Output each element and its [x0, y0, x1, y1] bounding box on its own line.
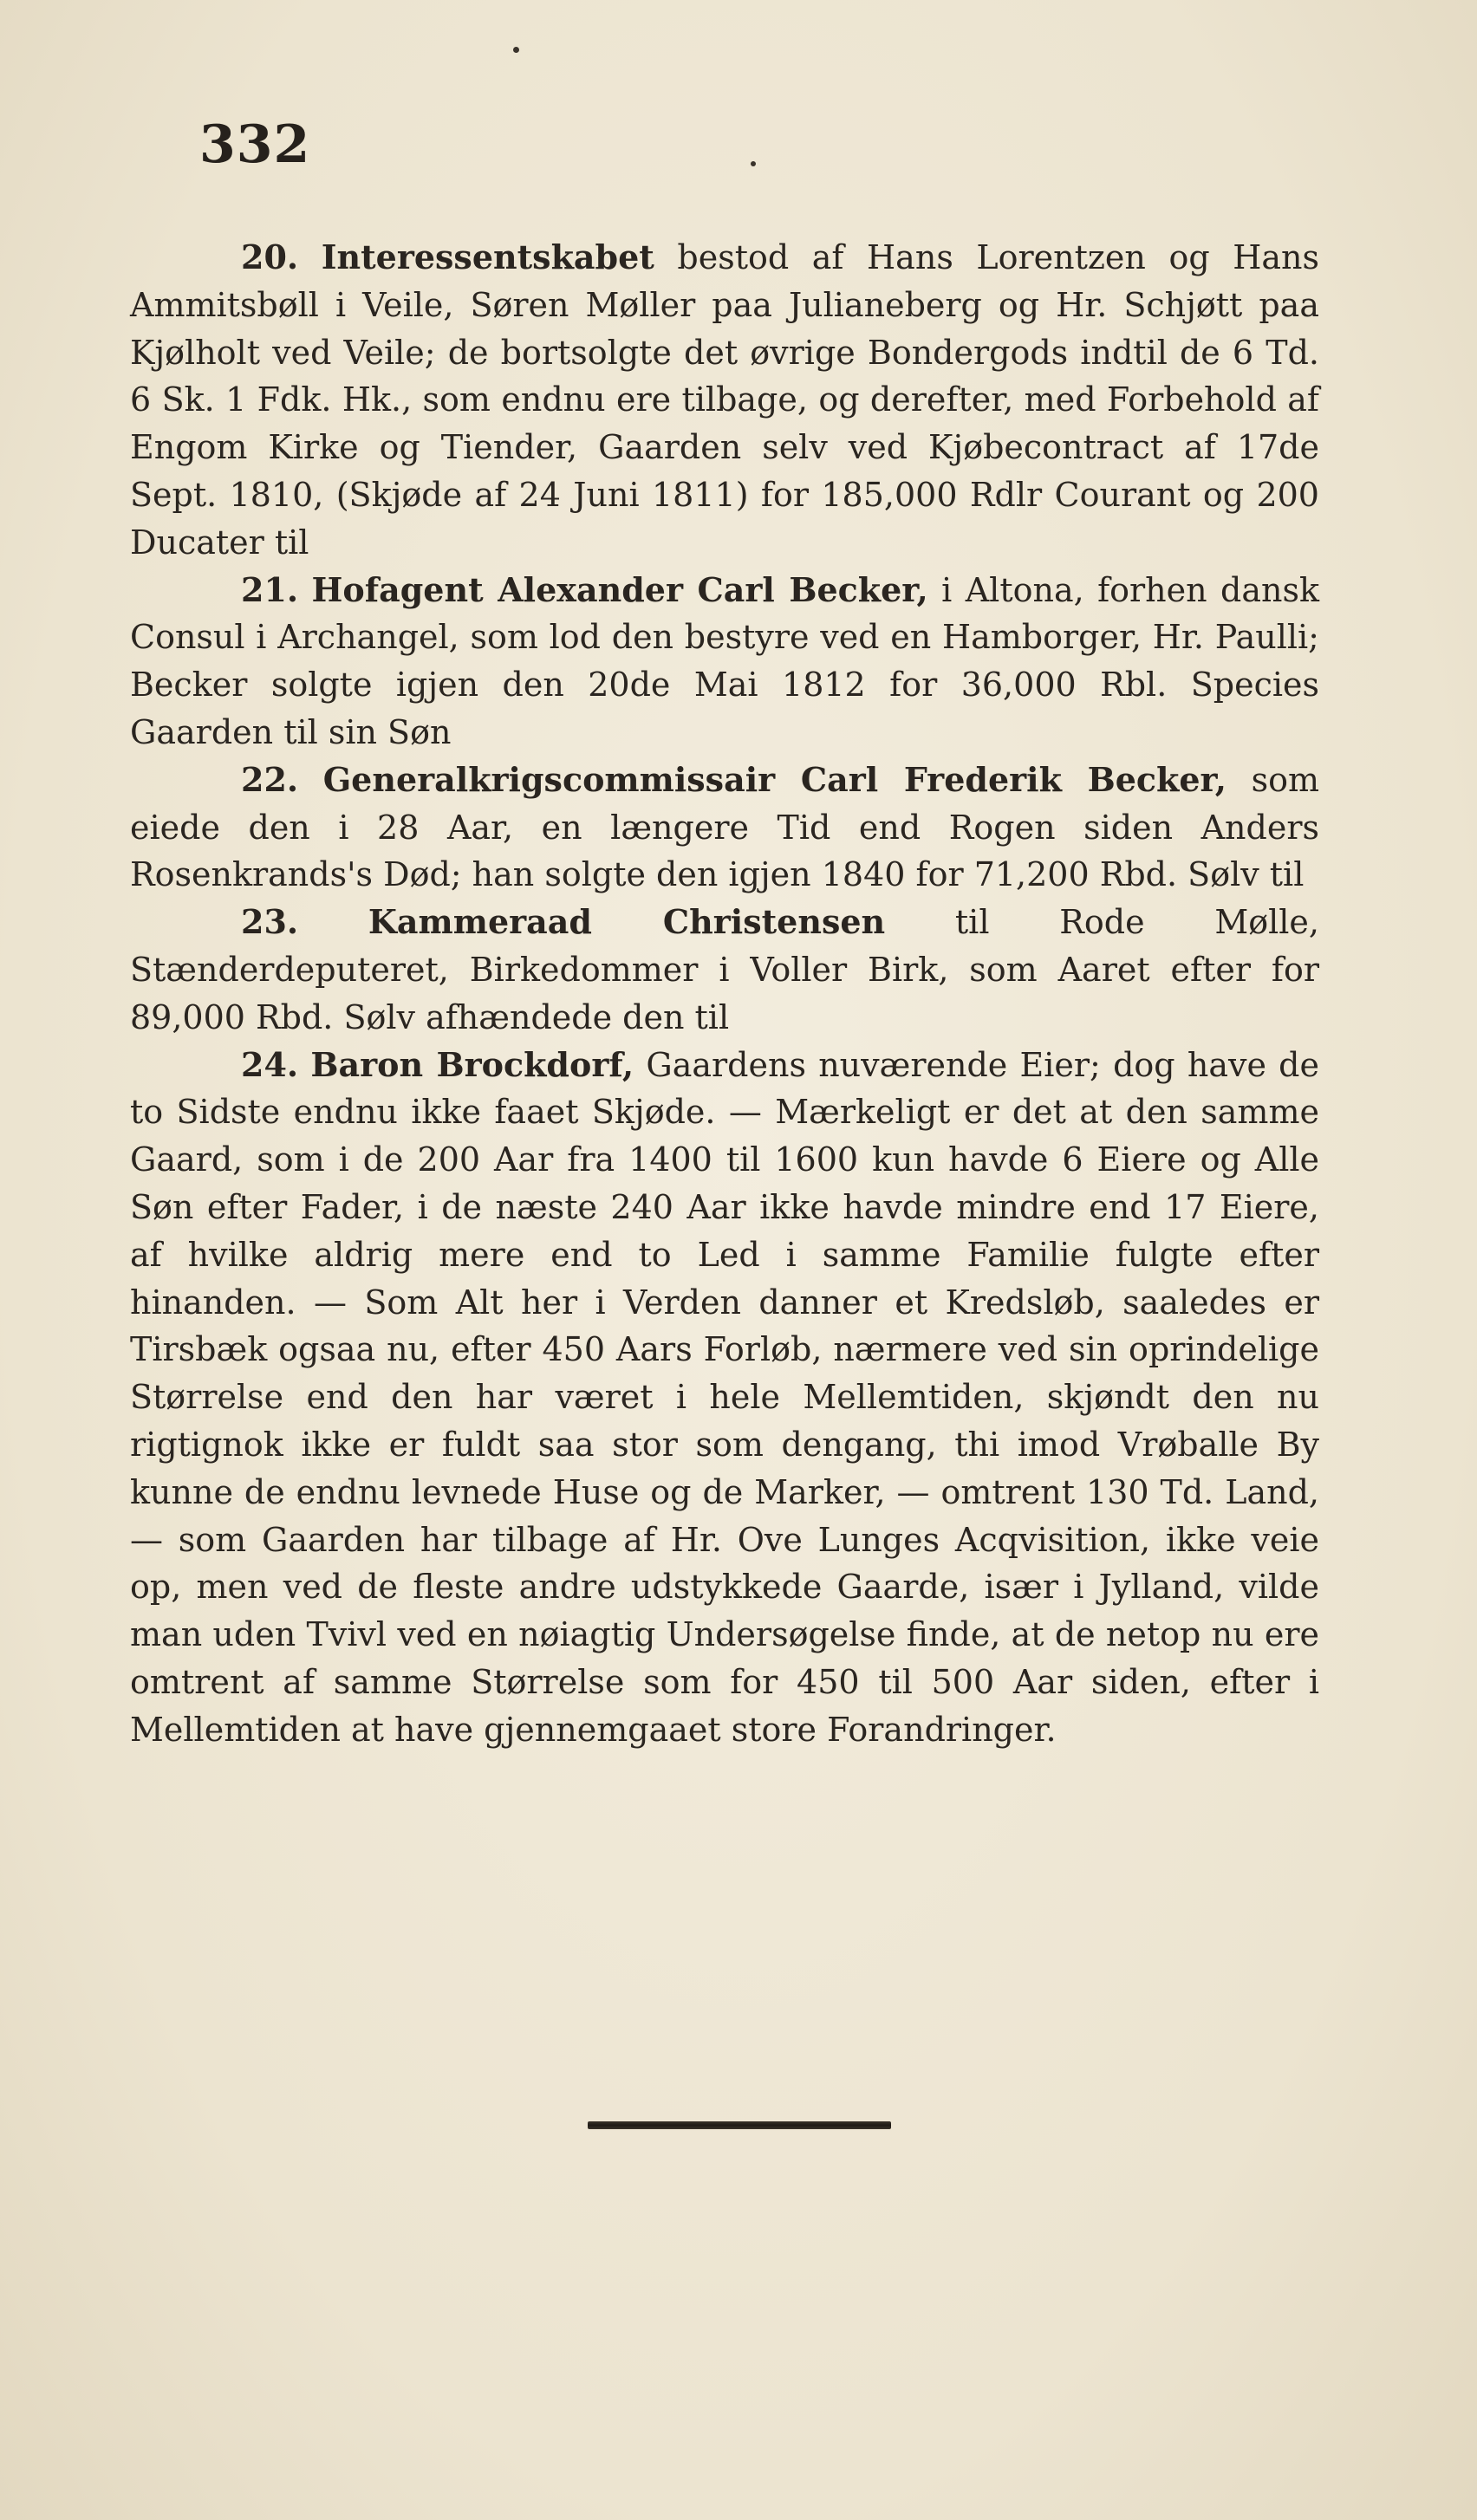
entry-paragraph	[130, 1042, 1319, 1754]
owner-name: Generalkrigscommissair Carl Frederik Becker,	[322, 759, 1227, 799]
entry-text: til Rode Mølle, Stænderdeputeret, Birkedommer i Voller Birk, som Aaret efter for 89,000 Rbd. Sølv afhændede den til	[130, 903, 1319, 1036]
entry-number: 20.	[241, 237, 299, 276]
owner-name: Interessentskabet	[321, 237, 654, 276]
entry-text: i Altona, forhen dansk Consul i Archangel, som lod den bestyre ved en Hamborger, Hr. Paulli; Becker solgte igjen den 20de Mai 1812 for 36,000 Rbl. Species Gaarden til sin Søn	[130, 570, 1319, 751]
body-text	[130, 234, 1319, 1754]
entry-number: 21.	[241, 569, 299, 609]
entry-text: Gaardens nuværende Eier; dog have de to Sidste endnu ikke faaet Skjøde. — Mærkeligt er det at den samme Gaard, som i de 200 Aar fra 1400 til 1600 kun havde 6 Eiere og Alle Søn efter Fader, i de næste 240 Aar ikke havde mindre end 17 Eiere, af hvilke aldrig mere end to Led i samme Familie fulgte efter hinanden. — Som Alt her i Verden danner et Kredsløb, saaledes er Tirsbæk ogsaa nu, efter 450 Aars Forløb, nærmere ved sin oprindelige Størrelse end den har været i hele Mellemtiden, skjøndt den nu rigtignok ikke er fuldt saa stor som dengang, thi imod Vrøballe By kunne de endnu levnede Huse og de Marker, — omtrent 130 Td. Land, — som Gaarden har tilbage af Hr. Ove Lunges Acqvisition, ikke veie op, men ved de fleste andre udstykkede Gaarde, især i Jylland, vilde man uden Tvivl ved en nøiagtig Undersøgelse finde, at de netop nu ere omtrent af samme Størrelse som for 450 til 500 Aar siden, efter i Mellemtiden at have gjennemgaaet store Forandringer.	[130, 1045, 1319, 1749]
entry-paragraph	[130, 234, 1319, 567]
entry-text: bestod af Hans Lorentzen og Hans Ammitsbøll i Veile, Søren Møller paa Julianeberg og Hr. Schjøtt paa Kjølholt ved Veile; de bortsolgte det øvrige Bondergods indtil de 6 Td. 6 Sk. 1 Fdk. Hk., som endnu ere tilbage, og derefter, med Forbehold af Engom Kirke og Tiender, Gaarden selv ved Kjøbecontract af 17de Sept. 1810, (Skjøde af 24 Juni 1811) for 185,000 Rdlr Courant og 200 Ducater til	[130, 238, 1319, 562]
entry-number: 23.	[241, 902, 299, 942]
entry-number: 24.	[241, 1044, 299, 1084]
ink-speck	[751, 161, 756, 166]
owner-name: Kammeraad Christensen	[368, 902, 886, 942]
section-divider-rule	[588, 2121, 891, 2129]
ink-speck	[513, 47, 519, 53]
entry-text: som eiede den i 28 Aar, en længere Tid end Rogen siden Anders Rosenkrands's Død; han solgte den igjen 1840 for 71,200 Rbd. Sølv til	[130, 760, 1319, 894]
owner-name: Hofagent Alexander Carl Becker,	[311, 569, 928, 609]
owner-name: Baron Brockdorf,	[310, 1044, 634, 1084]
entry-paragraph	[130, 899, 1319, 1041]
entry-paragraph	[130, 757, 1319, 899]
entry-paragraph	[130, 567, 1319, 757]
page-number: 332	[199, 114, 311, 175]
entry-number: 22.	[241, 759, 299, 799]
